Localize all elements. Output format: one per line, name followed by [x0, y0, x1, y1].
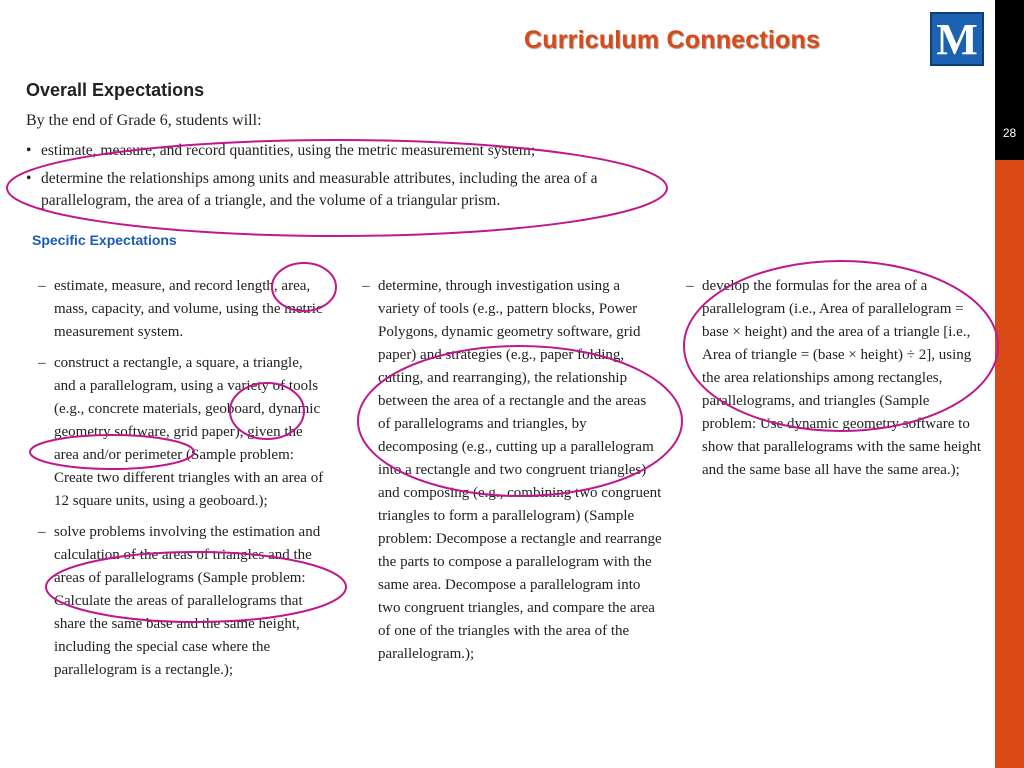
overall-bullet-1: [26, 140, 535, 162]
bullet-text-line1: determine the relationships among units and measurable attributes, including the area of a: [41, 170, 598, 187]
spec-column-1: [38, 275, 328, 690]
dash-icon: –: [686, 278, 694, 294]
spec-item: [362, 275, 662, 666]
spec-item-text: solve problems involving the estimation and calculation of the areas of triangles and the areas of parallelograms (Sample problem: Calculate the areas of parallelograms that share the same base and the same height, including the special case where the parallelogram is a rectangle.);: [54, 524, 321, 678]
overall-intro: By the end of Grade 6, students will:: [26, 112, 262, 129]
logo: M: [930, 12, 984, 66]
specific-heading: Specific Expectations: [32, 232, 177, 248]
bullet-text: estimate, measure, and record quantities, using the metric measurement system;: [41, 142, 536, 159]
spec-item: [38, 521, 328, 682]
spec-item-text: estimate, measure, and record length, area, mass, capacity, and volume, using the metric measurement system.: [54, 278, 323, 340]
bullet-text-line2: parallelogram, the area of a triangle, and the volume of a triangular prism.: [41, 192, 501, 209]
spec-column-2: [362, 275, 662, 674]
dash-icon: –: [38, 278, 46, 294]
dash-icon: –: [38, 355, 46, 371]
spec-item: [686, 275, 984, 482]
page-number: 28: [1002, 126, 1017, 140]
bullet-dot-icon: •: [26, 142, 32, 159]
bullet-dot-icon: •: [26, 170, 32, 187]
spec-item: [38, 352, 328, 513]
spec-item: [38, 275, 328, 344]
overall-bullet-2: [26, 168, 598, 212]
dash-icon: –: [362, 278, 370, 294]
spec-item-text: construct a rectangle, a square, a triangle, and a parallelogram, using a variety of tools (e.g., concrete materials, geoboard, dynamic geometry software, grid paper), given the area and/or perimeter (Sample problem: Create two different triangles with an area of 12 square units, using a geoboard.);: [54, 355, 324, 509]
page-title: Curriculum Connections: [524, 26, 821, 54]
overall-heading: Overall Expectations: [26, 80, 205, 100]
spec-column-3: [686, 275, 984, 490]
dash-icon: –: [38, 524, 46, 540]
spec-item-text: determine, through investigation using a variety of tools (e.g., pattern blocks, Power Polygons, dynamic geometry software, grid paper) and strategies (e.g., paper folding, cutting, and rearranging), the relationship between the area of a rectangle and the areas of parallelograms and triangles, by decomposing (e.g., cutting up a parallelogram into a rectangle and two congruent triangles) and composing (e.g., combining two congruent triangles to form a parallelogram) (Sample problem: Decompose a rectangle and rearrange the parts to compose a parallelogram with the same area. Decompose a parallelogram into two congruent triangles, and compare the area of one of the triangles with the area of the parallelogram.);: [378, 278, 662, 662]
spec-item-text: develop the formulas for the area of a parallelogram (i.e., Area of parallelogram = base × height) and the area of a triangle [i.e., Area of triangle = (base × height) ÷ 2], using the area relationships among rectangles, parallelograms, and triangles (Sample problem: Use dynamic geometry software to show that parallelograms with the same height and the same base all have the same area.);: [702, 278, 982, 478]
